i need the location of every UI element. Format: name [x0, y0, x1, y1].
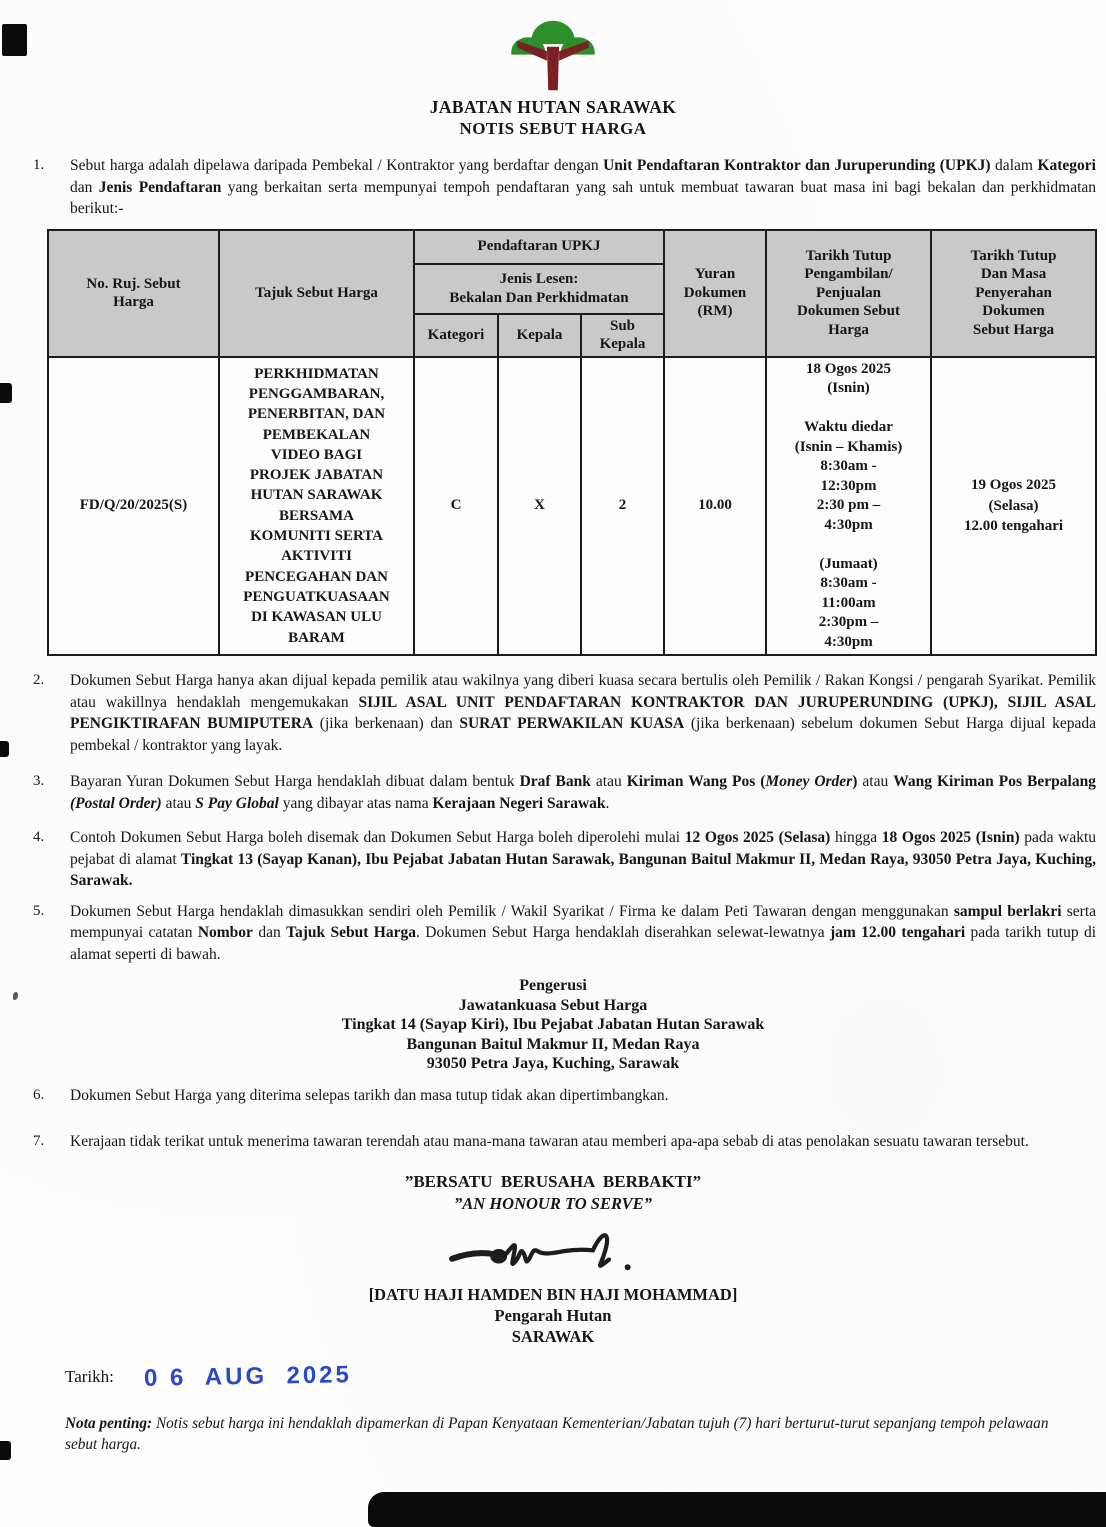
paragraph-5 — [33, 901, 1096, 966]
col-header-tajuk: Tajuk Sebut Harga — [219, 230, 414, 357]
tree-icon — [501, 12, 605, 92]
cell-sub-kepala: 2 — [581, 357, 664, 656]
paragraph-number: 6. — [33, 1086, 45, 1103]
col-header-kategori: Kategori — [414, 314, 498, 357]
document-title: NOTIS SEBUT HARGA — [459, 119, 647, 138]
col-header-kepala: Kepala — [498, 314, 581, 357]
cell-kategori: C — [414, 357, 498, 656]
paragraph-7 — [33, 1131, 1096, 1153]
signatory-title: Pengarah Hutan — [494, 1305, 612, 1325]
col-header-tutup-penyerahan: Tarikh Tutup Dan Masa Penyerahan Dokumen Sebut Harga — [931, 230, 1096, 357]
paragraph-6 — [33, 1085, 1096, 1107]
col-header-upkj-group: Pendaftaran UPKJ — [414, 230, 664, 264]
col-header-no-ruj: No. Ruj. Sebut Harga — [48, 230, 219, 357]
col-header-sub-kepala: Sub Kepala — [581, 314, 664, 357]
motto-line-2: ”AN HONOUR TO SERVE” — [454, 1193, 652, 1213]
paragraph-number: 7. — [33, 1133, 45, 1149]
signature-block — [0, 1224, 1106, 1280]
cell-tarikh-pengambilan: 18 Ogos 2025 (Isnin) Waktu diedar (Isnin – Khamis) 8:30am - 12:30pm 2:30 pm – 4:30pm (Jumaat) 8:30am - 11:00am 2:30pm – 4:30pm — [766, 357, 931, 656]
cell-no-ruj: FD/Q/20/2025(S) — [48, 357, 219, 656]
table-row — [48, 357, 1096, 656]
paragraph-3 — [33, 771, 1096, 814]
important-note: Nota penting: Notis sebut harga ini hendaklah dipamerkan di Papan Kenyataan Kementerian/Jabatan tujuh (7) hari berturut-turut sepanjang tempoh pelawaan sebut harga. — [65, 1414, 1049, 1453]
forestry-department-logo — [0, 0, 1106, 92]
submission-address: Pengerusi Jawatankuasa Sebut Harga Tingkat 14 (Sayap Kiri), Ibu Pejabat Jabatan Hutan Sarawak Bangunan Baitul Makmur II, Medan Raya 93050 Petra Jaya, Kuching, Sarawak — [341, 977, 765, 1072]
signatory-region: SARAWAK — [511, 1326, 595, 1346]
date-stamp: 0 6 AUG 2025 — [143, 1360, 352, 1392]
signatory-name: [DATU HAJI HAMDEN BIN HAJI MOHAMMAD] — [368, 1284, 738, 1304]
cell-yuran: 10.00 — [664, 357, 766, 656]
paragraph-number: 4. — [33, 829, 45, 845]
col-header-tutup-pengambilan: Tarikh Tutup Pengambilan/ Penjualan Dokumen Sebut Harga — [766, 230, 931, 357]
scan-artifact-left-edge — [0, 741, 9, 757]
paragraph-text: Dokumen Sebut Harga yang diterima selepas tarikh dan masa tutup tidak akan dipertimbangkan. — [70, 1086, 669, 1104]
paragraph-text: Dokumen Sebut Harga hanya akan dijual kepada pemilik atau wakilnya yang diberi kuasa secara bertulis oleh Pemilik / Rakan Kongsi / pengarah Syarikat. Pemilik atau wakillnya hendaklah mengemukakan SIJIL ASAL UNIT PENDAFTARAN KONTRAKTOR DAN JURUPERUNDING (UPKJ), SIJIL ASAL PENGIKTIRAFAN BUMIPUTERA (jika berkenaan) dan SURAT PERWAKILAN KUASA (jika berkenaan) sebelum dokumen Sebut Harga dijual kepada pembekal / kontraktor yang layak. — [70, 672, 1096, 754]
paragraph-text: Bayaran Yuran Dokumen Sebut Harga hendaklah dibuat dalam bentuk Draf Bank atau Kiriman Wang Pos (Money Order) atau Wang Kiriman Pos Berpalang (Postal Order) atau S Pay Global yang dibayar atas nama Kerajaan Negeri Sarawak. — [70, 773, 1096, 812]
tender-table — [47, 229, 1097, 657]
paragraph-text: Sebut harga adalah dipelawa daripada Pembekal / Kontraktor yang berdaftar dengan Unit Pendaftaran Kontraktor dan Juruperunding (UPKJ) dalam Kategori dan Jenis Pendaftaran yang berkaitan serta mempunyai tempoh pendaftaran yang sah untuk membuat tawaran buat masa ini bagi bekalan dan perkhidmatan berikut:- — [70, 157, 1097, 217]
paragraph-number: 1. — [33, 157, 45, 173]
organization-title: JABATAN HUTAN SARAWAK — [429, 97, 677, 117]
cell-tarikh-penyerahan: 19 Ogos 2025 (Selasa) 12.00 tengahari — [931, 357, 1096, 656]
paragraph-number: 3. — [33, 773, 45, 789]
scan-artifact-left-edge — [0, 1441, 11, 1460]
col-header-jenis-lesen: Jenis Lesen: Bekalan Dan Perkhidmatan — [414, 264, 664, 314]
scan-artifact-corner — [2, 24, 27, 56]
paragraph-number: 5. — [33, 902, 45, 919]
paragraph-text: Dokumen Sebut Harga hendaklah dimasukkan sendiri oleh Pemilik / Wakil Syarikat / Firma ke dalam Peti Tawaran dengan menggunakan sampul berlakri serta mempunyai catatan Nombor dan Tajuk Sebut Harga. Dokumen Sebut Harga hendaklah diserahkan selewat-lewatnya jam 12.00 tengahari pada tarikh tutup di alamat seperti di bawah. — [70, 902, 1097, 963]
paragraph-text: Kerajaan tidak terikat untuk menerima tawaran terendah atau mana-mana tawaran atau memberi apa-apa sebab di atas penolakan sesuatu tawaran tersebut. — [70, 1133, 1029, 1150]
cell-kepala: X — [498, 357, 581, 656]
scan-artifact-bottom-bar — [368, 1492, 1106, 1527]
paragraph-number: 2. — [33, 672, 45, 688]
col-header-yuran: Yuran Dokumen (RM) — [664, 230, 766, 357]
paragraph-4 — [33, 827, 1096, 892]
date-line — [65, 1360, 1106, 1392]
date-label: Tarikh: — [65, 1366, 114, 1386]
motto-line-1: ”BERSATU BERUSAHA BERBAKTI” — [404, 1171, 702, 1191]
cell-tajuk: PERKHIDMATAN PENGGAMBARAN, PENERBITAN, DAN PEMBEKALAN VIDEO BAGI PROJEK JABATAN HUTAN SARAWAK BERSAMA KOMUNITI SERTA AKTIVITI PENCEGAHAN DAN PENGUATKUASAAN DI KAWASAN ULU BARAM — [219, 357, 414, 656]
paragraph-text: Contoh Dokumen Sebut Harga boleh disemak dan Dokumen Sebut Harga boleh diperolehi mulai 12 Ogos 2025 (Selasa) hingga 18 Ogos 2025 (Isnin) pada waktu pejabat di alamat Tingkat 13 (Sayap Kanan), Ibu Pejabat Jabatan Hutan Sarawak, Bangunan Baitul Makmur II, Medan Raya, 93050 Petra Jaya, Kuching, Sarawak. — [70, 829, 1097, 889]
paragraph-1 — [33, 155, 1096, 220]
scan-artifact-left-edge — [0, 383, 12, 403]
paragraph-2 — [33, 670, 1096, 756]
signature-scribble-icon — [433, 1224, 673, 1280]
